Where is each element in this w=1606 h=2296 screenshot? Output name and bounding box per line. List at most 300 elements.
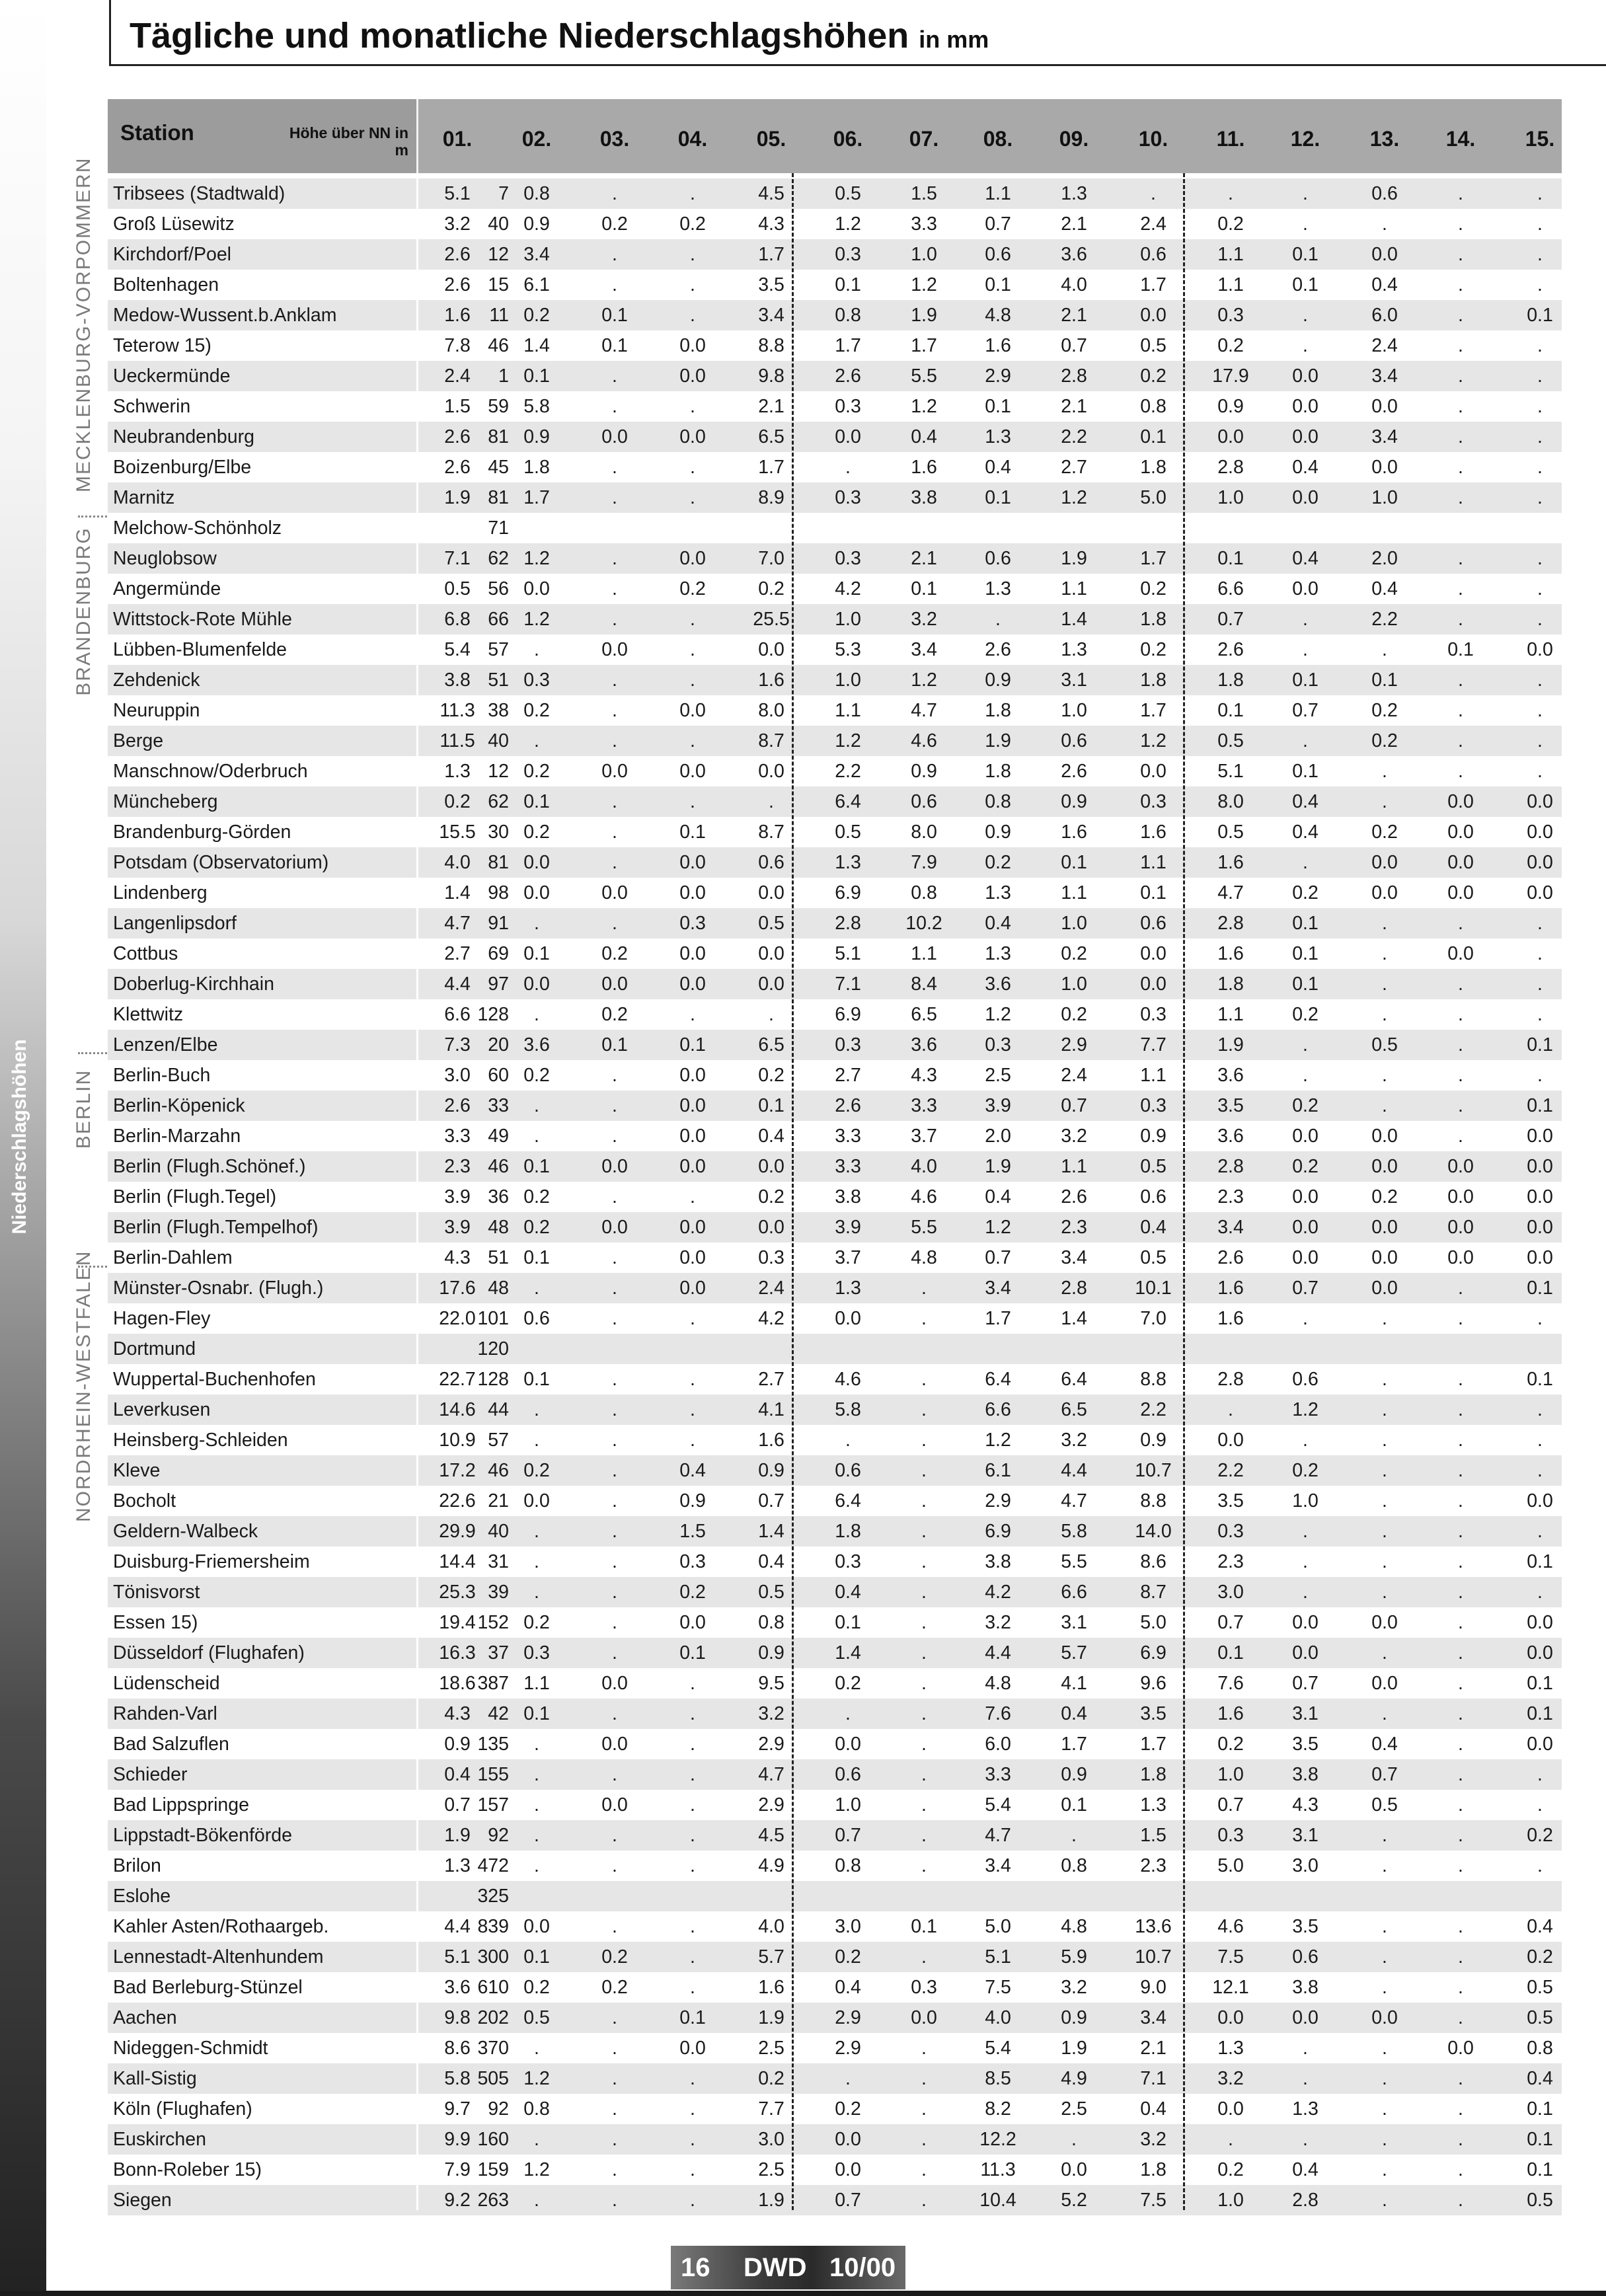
precip-value: 1.2 [523, 609, 550, 630]
precip-value: 2.6 [444, 274, 471, 295]
precip-value: 0.1 [523, 1247, 550, 1268]
precip-value: 0.7 [985, 213, 1011, 235]
precip-value: . [1458, 1430, 1463, 1451]
precip-value: 2.6 [985, 639, 1011, 660]
title-rule-vertical [109, 0, 111, 66]
precip-value: . [1071, 1825, 1077, 1846]
precip-value: 0.1 [985, 274, 1011, 295]
precip-value [1355, 1334, 1414, 1364]
precip-value [507, 1334, 566, 1364]
precip-value: 0.0 [523, 578, 550, 599]
station-elevation: 11 [489, 305, 509, 326]
precip-value: 17.6 [439, 1278, 476, 1299]
precip-value: . [1537, 1004, 1543, 1025]
precip-value: 0.0 [1447, 791, 1474, 812]
precip-value: 6.5 [758, 1034, 784, 1055]
precip-value: 0.0 [835, 1734, 861, 1755]
station-elevation: 98 [488, 882, 509, 903]
precip-value: . [690, 1855, 695, 1876]
table-row [108, 330, 1562, 361]
precip-value: 0.4 [1140, 1217, 1166, 1238]
precip-value: 0.0 [1447, 2038, 1474, 2059]
table-row [108, 361, 1562, 391]
precip-value: . [1537, 1065, 1543, 1086]
station-elevation: 128 [477, 1004, 509, 1025]
precip-value [968, 1881, 1028, 1911]
precip-value: 0.5 [835, 183, 861, 204]
precip-value: . [921, 1764, 927, 1785]
day-header: 04. [677, 127, 708, 151]
precip-value: 0.8 [523, 2098, 550, 2120]
precip-value: 3.0 [1292, 1855, 1319, 1876]
precip-value: 0.0 [1527, 1126, 1553, 1147]
precip-value: 0.2 [758, 1186, 784, 1207]
precip-value: 0.0 [1371, 882, 1398, 903]
precip-value: 0.9 [1140, 1430, 1166, 1451]
station-elevation: 39 [488, 1582, 509, 1603]
precip-value: 0.7 [444, 1794, 471, 1816]
precip-value: 0.0 [1527, 791, 1553, 812]
column-separator [416, 173, 418, 2210]
precip-value: . [534, 1855, 539, 1876]
station-name: Hagen-Fley [113, 1308, 211, 1329]
precip-value: 2.3 [1061, 1217, 1087, 1238]
precip-value: 0.9 [911, 761, 937, 782]
station-elevation: 36 [488, 1186, 509, 1207]
precip-value: 2.6 [1217, 1247, 1244, 1268]
precip-value: . [769, 1004, 774, 1025]
precip-value: 1.9 [1061, 548, 1087, 569]
precip-value: . [1382, 2190, 1387, 2211]
table-row [108, 1182, 1562, 1212]
precip-value: 0.8 [523, 183, 550, 204]
title-text: Tägliche und monatliche Niederschlagshöhen [130, 16, 909, 56]
precip-value: 0.5 [1371, 1034, 1398, 1055]
precip-value: 4.3 [444, 1703, 471, 1724]
precip-value [1044, 1334, 1104, 1364]
precip-value: 0.0 [758, 974, 784, 995]
precip-value: 0.2 [1371, 1186, 1398, 1207]
title-unit: in mm [919, 26, 989, 53]
precip-value: 2.5 [1061, 2098, 1087, 2120]
precip-value: 0.2 [444, 791, 471, 812]
precip-value: . [612, 487, 617, 508]
precip-value: . [690, 1703, 695, 1724]
precip-value: 0.2 [523, 700, 550, 721]
table-row [108, 1364, 1562, 1395]
station-name: Angermünde [113, 578, 221, 599]
precip-value: 3.3 [835, 1126, 861, 1147]
precip-value: 4.2 [985, 1582, 1011, 1603]
precip-value: 0.3 [1140, 1004, 1166, 1025]
precip-value: 0.8 [1140, 396, 1166, 417]
precip-value: 1.7 [523, 487, 550, 508]
station-elevation: 51 [488, 670, 509, 691]
precip-value: . [612, 1095, 617, 1116]
precip-value: . [612, 1065, 617, 1086]
precip-value: 25.3 [439, 1582, 476, 1603]
table-row [108, 2185, 1562, 2215]
precip-value: . [1382, 1977, 1387, 1998]
precip-value: 1.3 [985, 578, 1011, 599]
precip-value: 0.1 [1061, 852, 1087, 873]
precip-value: 0.0 [1527, 1186, 1553, 1207]
precip-value: 1.0 [1371, 487, 1398, 508]
precip-value: . [1458, 1946, 1463, 1968]
precip-value: 3.1 [1061, 1612, 1087, 1633]
precip-value: . [1537, 365, 1543, 387]
precip-value: 0.0 [1447, 1247, 1474, 1268]
precip-value: 2.8 [835, 913, 861, 934]
precip-value: 4.9 [758, 1855, 784, 1876]
precip-value: 2.8 [1217, 913, 1244, 934]
precip-value: 0.6 [985, 244, 1011, 265]
precip-value: 0.0 [1140, 974, 1166, 995]
table-row [108, 1060, 1562, 1091]
precip-value: . [1303, 2038, 1308, 2059]
precip-value: 0.4 [1527, 1916, 1553, 1937]
precip-value: . [1382, 1521, 1387, 1542]
precip-value: 0.9 [985, 822, 1011, 843]
precip-value: . [1382, 1703, 1387, 1724]
precip-value: 0.0 [601, 761, 628, 782]
table-row [108, 482, 1562, 513]
precip-value [1510, 1334, 1570, 1364]
precip-value: 1.9 [444, 1825, 471, 1846]
precip-value: 0.2 [1371, 700, 1398, 721]
precip-value [968, 513, 1028, 543]
precip-value: 0.0 [601, 639, 628, 660]
precip-value: . [1382, 1460, 1387, 1481]
precip-value: 7.1 [444, 548, 471, 569]
precip-value: 0.1 [911, 578, 937, 599]
precip-value: 0.1 [985, 396, 1011, 417]
precip-value: 1.3 [835, 852, 861, 873]
precip-value: 5.1 [985, 1946, 1011, 1968]
precip-value: . [690, 1430, 695, 1451]
precip-value: . [690, 396, 695, 417]
station-name: Bad Lippspringe [113, 1794, 249, 1816]
precip-value: 0.0 [1527, 852, 1553, 873]
precip-value: . [921, 2190, 927, 2211]
precip-value: 1.1 [835, 700, 861, 721]
precip-value: 0.2 [601, 1004, 628, 1025]
precip-value: 2.2 [1140, 1399, 1166, 1420]
precip-value: 2.3 [1140, 1855, 1166, 1876]
precip-value: 1.7 [835, 335, 861, 356]
table-row [108, 1091, 1562, 1121]
precip-value: 3.8 [911, 487, 937, 508]
precip-value: . [612, 548, 617, 569]
precip-value: 0.0 [1527, 639, 1553, 660]
precip-value: 0.0 [601, 1734, 628, 1755]
table-row [108, 604, 1562, 634]
precip-value: 2.5 [758, 2038, 784, 2059]
precip-value: . [1537, 761, 1543, 782]
precip-value: . [1458, 1004, 1463, 1025]
precip-value: . [921, 1308, 927, 1329]
precip-value: 0.0 [1292, 1126, 1319, 1147]
precip-value: 0.1 [1527, 2159, 1553, 2180]
precip-value: 5.4 [444, 639, 471, 660]
precip-value: 0.0 [523, 974, 550, 995]
precip-value: . [1458, 730, 1463, 751]
precip-value: 18.6 [439, 1673, 476, 1694]
precip-value: . [1458, 213, 1463, 235]
station-name: Düsseldorf (Flughafen) [113, 1642, 305, 1664]
precip-value: 0.2 [758, 2068, 784, 2089]
precip-value: 8.8 [1140, 1490, 1166, 1512]
precip-value: 1.6 [911, 457, 937, 478]
precip-value: 4.1 [1061, 1673, 1087, 1694]
precip-value: 0.3 [835, 548, 861, 569]
precip-value: 0.0 [601, 1156, 628, 1177]
precip-value: 0.1 [523, 791, 550, 812]
table-row [108, 2124, 1562, 2155]
precip-value: . [690, 2068, 695, 2089]
precip-value: 4.4 [985, 1642, 1011, 1664]
precip-value: 0.3 [679, 1551, 706, 1572]
station-elevation: 46 [488, 1156, 509, 1177]
precip-value: . [1537, 670, 1543, 691]
precip-value: 1.3 [985, 882, 1011, 903]
table-row [108, 178, 1562, 209]
precip-value: . [1382, 2129, 1387, 2150]
precip-value: 4.3 [1292, 1794, 1319, 1816]
precip-value: 0.6 [835, 1764, 861, 1785]
station-elevation: 48 [488, 1278, 509, 1299]
precip-value: 5.4 [985, 2038, 1011, 2059]
precip-value: 3.9 [444, 1186, 471, 1207]
station-elevation: 610 [477, 1977, 509, 1998]
precip-value: . [690, 2129, 695, 2150]
precip-value: 0.5 [523, 2007, 550, 2028]
precip-value: 0.2 [1527, 1946, 1553, 1968]
table-row [108, 1547, 1562, 1577]
precip-value: 0.0 [911, 2007, 937, 2028]
precip-value: . [690, 1369, 695, 1390]
station-elevation: 46 [488, 1460, 509, 1481]
precip-value [1431, 1334, 1490, 1364]
precip-value: 0.1 [1217, 548, 1244, 569]
precip-value: 5.0 [1140, 1612, 1166, 1633]
precip-value: . [1382, 1004, 1387, 1025]
precip-value: . [612, 1460, 617, 1481]
precip-value: . [1303, 639, 1308, 660]
precip-value: 4.0 [758, 1916, 784, 1937]
precip-value: 0.3 [1217, 1521, 1244, 1542]
precip-value: 7.0 [1140, 1308, 1166, 1329]
precip-value: . [1303, 335, 1308, 356]
precip-value: 3.5 [758, 274, 784, 295]
precip-value: 0.3 [835, 487, 861, 508]
station-name: Bad Salzuflen [113, 1734, 229, 1755]
station-elevation: 37 [488, 1642, 509, 1664]
station-elevation: 128 [477, 1369, 509, 1390]
precip-value: 3.9 [835, 1217, 861, 1238]
precip-value: . [1537, 1460, 1543, 1481]
precip-value: 11.5 [440, 730, 475, 751]
precip-value: 0.2 [985, 852, 1011, 873]
day-header: 10. [1138, 127, 1168, 151]
precip-value: . [1382, 1825, 1387, 1846]
station-elevation: 97 [488, 974, 509, 995]
day-header: 15. [1525, 127, 1555, 151]
precip-value [663, 1334, 722, 1364]
precip-value: 1.9 [985, 1156, 1011, 1177]
precip-value [663, 1881, 722, 1911]
precip-value: 3.4 [1371, 365, 1398, 387]
precip-value: 5.0 [1217, 1855, 1244, 1876]
station-elevation: 81 [488, 487, 509, 508]
precip-value: 0.0 [1217, 1430, 1244, 1451]
precip-value: 1.4 [1061, 1308, 1087, 1329]
precip-value: 0.5 [835, 822, 861, 843]
precip-value: 3.2 [1140, 2129, 1166, 2150]
precip-value: 11.3 [980, 2159, 1016, 2180]
precip-value: . [1458, 1642, 1463, 1664]
precip-value: 1.5 [911, 183, 937, 204]
precip-value: . [1458, 1582, 1463, 1603]
precip-value: 0.3 [1217, 305, 1244, 326]
precip-value: 0.0 [835, 2159, 861, 2180]
precip-value: . [1458, 548, 1463, 569]
station-name: Lennestadt-Altenhundem [113, 1946, 324, 1968]
precip-value: 8.7 [758, 822, 784, 843]
precip-value: 0.9 [679, 1490, 706, 1512]
day-header: 14. [1445, 127, 1476, 151]
precip-value [1276, 1881, 1335, 1911]
station-elevation: 45 [488, 457, 509, 478]
table-row [108, 1455, 1562, 1486]
precip-value: 0.0 [1292, 578, 1319, 599]
precip-value: . [1458, 670, 1463, 691]
precip-value [428, 1334, 487, 1364]
precip-value: . [921, 1490, 927, 1512]
precip-value: 3.3 [444, 1126, 471, 1147]
precip-value: 1.0 [911, 244, 937, 265]
precip-value: 0.0 [1371, 2007, 1398, 2028]
station-elevation: 152 [477, 1612, 509, 1633]
station-elevation: 57 [488, 639, 509, 660]
precip-value: 0.1 [679, 1034, 706, 1055]
precip-value: 0.2 [1061, 943, 1087, 964]
precip-value: 1.0 [1217, 2190, 1244, 2211]
precip-value: . [921, 2038, 927, 2059]
precip-value: 1.2 [523, 2068, 550, 2089]
precip-value: . [1458, 305, 1463, 326]
precip-value: 0.0 [835, 426, 861, 447]
table-row [108, 756, 1562, 786]
precip-value: . [612, 2007, 617, 2028]
table-row [108, 969, 1562, 999]
precip-value: 1.5 [444, 396, 471, 417]
precip-value: . [1382, 1369, 1387, 1390]
precip-value: 1.6 [1140, 822, 1166, 843]
precip-value: 5.1 [835, 943, 861, 964]
precip-value: . [1458, 1977, 1463, 1998]
table-row [108, 1395, 1562, 1425]
precip-value: 8.7 [758, 730, 784, 751]
precip-value: 1.3 [444, 1855, 471, 1876]
precip-value: 0.7 [835, 1825, 861, 1846]
station-elevation: 33 [488, 1095, 509, 1116]
precip-value: 17.9 [1212, 365, 1249, 387]
precip-value: . [921, 1703, 927, 1724]
precip-value: . [921, 1369, 927, 1390]
precip-value: 7.6 [1217, 1673, 1244, 1694]
precip-value: 2.7 [444, 943, 471, 964]
precip-value: . [690, 1946, 695, 1968]
precip-value [1124, 513, 1183, 543]
precip-value: . [612, 1278, 617, 1299]
station-name: Kall-Sistig [113, 2068, 197, 2089]
precip-value: . [1303, 1521, 1308, 1542]
station-elevation: 20 [488, 1034, 509, 1055]
precip-value: . [612, 2129, 617, 2150]
precip-value: 2.9 [758, 1734, 784, 1755]
precip-value: 8.0 [1217, 791, 1244, 812]
station-name: Bonn-Roleber 15) [113, 2159, 262, 2180]
precip-value: . [1458, 1825, 1463, 1846]
precip-value: 0.3 [835, 396, 861, 417]
precip-value: 2.6 [444, 1095, 471, 1116]
station-name: Lippstadt-Bökenförde [113, 1825, 292, 1846]
precip-value: 2.8 [1217, 1156, 1244, 1177]
precip-value: 0.8 [758, 1612, 784, 1633]
precip-value: 0.0 [1527, 1247, 1553, 1268]
precip-value: 1.1 [1217, 1004, 1244, 1025]
precip-value: 12.1 [1212, 1977, 1249, 1998]
precip-value: . [1458, 578, 1463, 599]
precip-value: . [1458, 365, 1463, 387]
precip-value: 5.5 [1061, 1551, 1087, 1572]
precip-value: . [1071, 2129, 1077, 2150]
table-row [108, 1243, 1562, 1273]
precip-value: . [612, 913, 617, 934]
precip-value: . [1458, 183, 1463, 204]
precip-value: . [1382, 974, 1387, 995]
precip-value: 3.4 [1140, 2007, 1166, 2028]
station-elevation: 81 [488, 426, 509, 447]
precip-value: 3.6 [911, 1034, 937, 1055]
precip-value: 1.9 [911, 305, 937, 326]
precip-value: 10.4 [979, 2190, 1016, 2211]
precip-value: 4.7 [444, 913, 471, 934]
precip-value: 0.0 [1292, 1217, 1319, 1238]
precip-value: 0.6 [835, 1460, 861, 1481]
precip-value [1510, 1881, 1570, 1911]
footer-org: DWD [744, 2253, 807, 2282]
precip-value: 1.6 [1061, 822, 1087, 843]
station-elevation: 38 [488, 700, 509, 721]
precip-value: 6.4 [835, 791, 861, 812]
precip-value: . [1303, 1308, 1308, 1329]
precip-value: 0.7 [1292, 700, 1319, 721]
precip-value: 0.0 [1447, 1217, 1474, 1238]
precip-value: 1.9 [985, 730, 1011, 751]
precip-value: 0.2 [758, 578, 784, 599]
precip-value: 22.7 [439, 1369, 476, 1390]
precip-value: . [1458, 487, 1463, 508]
precip-value: . [534, 913, 539, 934]
precip-value: 1.2 [1140, 730, 1166, 751]
precip-value: . [1458, 761, 1463, 782]
precip-value: 0.0 [1292, 1642, 1319, 1664]
precip-value: 8.6 [444, 2038, 471, 2059]
precip-value: 2.9 [1061, 1034, 1087, 1055]
precip-value: 0.1 [758, 1095, 784, 1116]
